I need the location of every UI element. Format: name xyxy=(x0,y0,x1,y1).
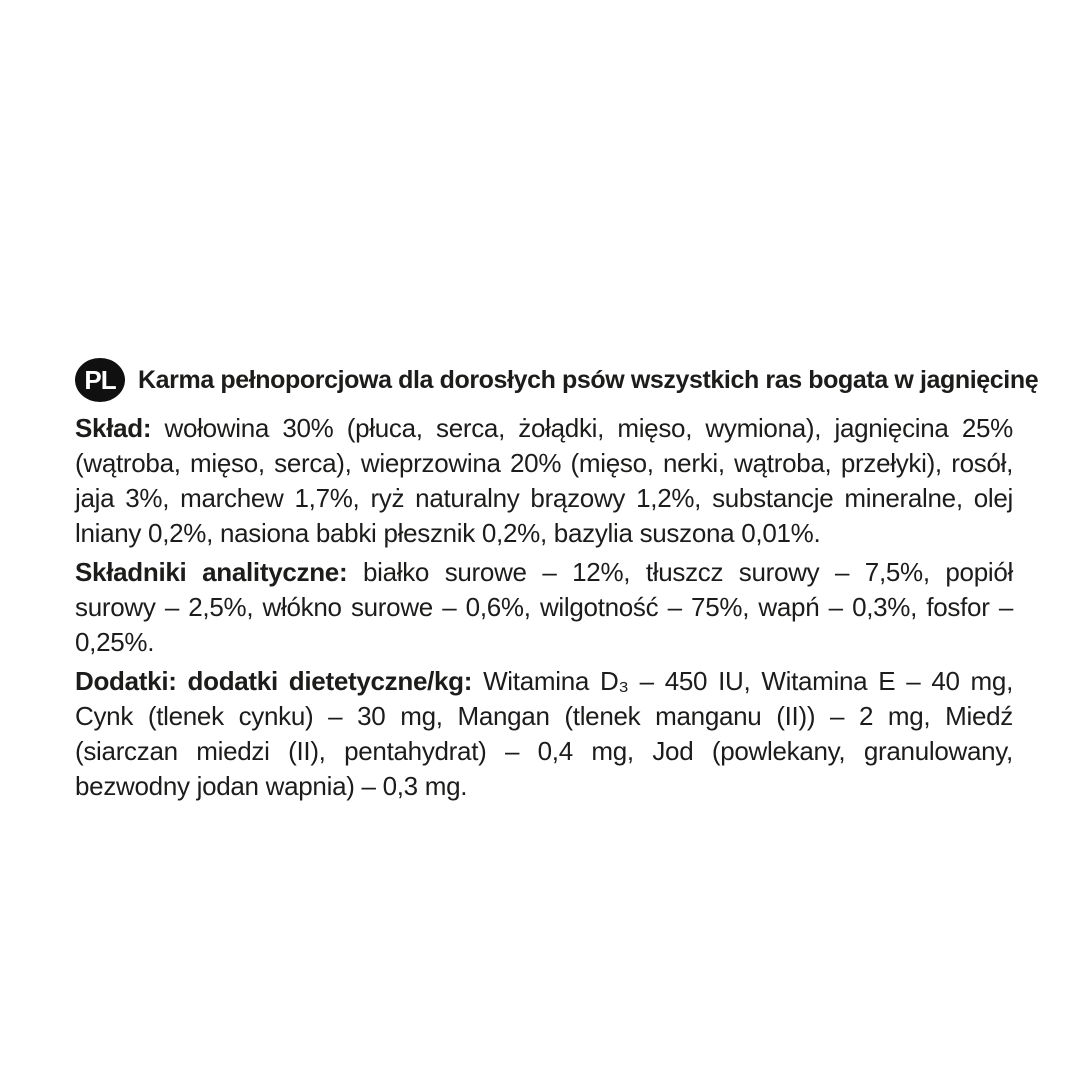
label-text-block xyxy=(75,358,1039,808)
additives-body: Witamina D₃ – 450 IU, Witamina E – 40 mg, Cynk (tlenek cynku) – 30 mg, Mangan (tlenek manganu (II)) – 2 mg, Miedź (siarczan miedzi (II), pentahydrat) – 0,4 mg, Jod (powlekany, granulowany, bezwodny jodan wapnia) – 0,3 mg. xyxy=(75,666,1014,801)
additives-lead: Dodatki: dodatki dietetyczne/kg: xyxy=(75,666,473,696)
paragraph-analytical-constituents xyxy=(75,555,1013,660)
composition-lead: Skład: xyxy=(75,413,152,443)
analytical-lead: Składniki analityczne: xyxy=(75,557,348,587)
language-badge: PL xyxy=(75,358,125,402)
composition-body: wołowina 30% (płuca, serca, żołądki, mięso, wymiona), jagnięcina 25% (wątroba, mięso, serca), wieprzowina 20% (mięso, nerki, wątroba, przełyki), rosół, jaja 3%, marchew 1,7%, ryż naturalny brązowy 1,2%, substancje mineralne, olej lniany 0,2%, nasiona babki płesznik 0,2%, bazylia suszona 0,01%. xyxy=(75,413,1013,548)
analytical-body: białko surowe – 12%, tłuszcz surowy – 7,5%, popiół surowy – 2,5%, włókno surowe – 0,6%, wilgotność – 75%, wapń – 0,3%, fosfor – 0,25%. xyxy=(75,557,1013,657)
paragraph-composition xyxy=(75,411,1013,551)
product-title: Karma pełnoporcjowa dla dorosłych psów wszystkich ras bogata w jagnięcinę xyxy=(138,365,1039,394)
title-row xyxy=(75,358,1039,402)
paragraph-additives xyxy=(75,664,1013,804)
